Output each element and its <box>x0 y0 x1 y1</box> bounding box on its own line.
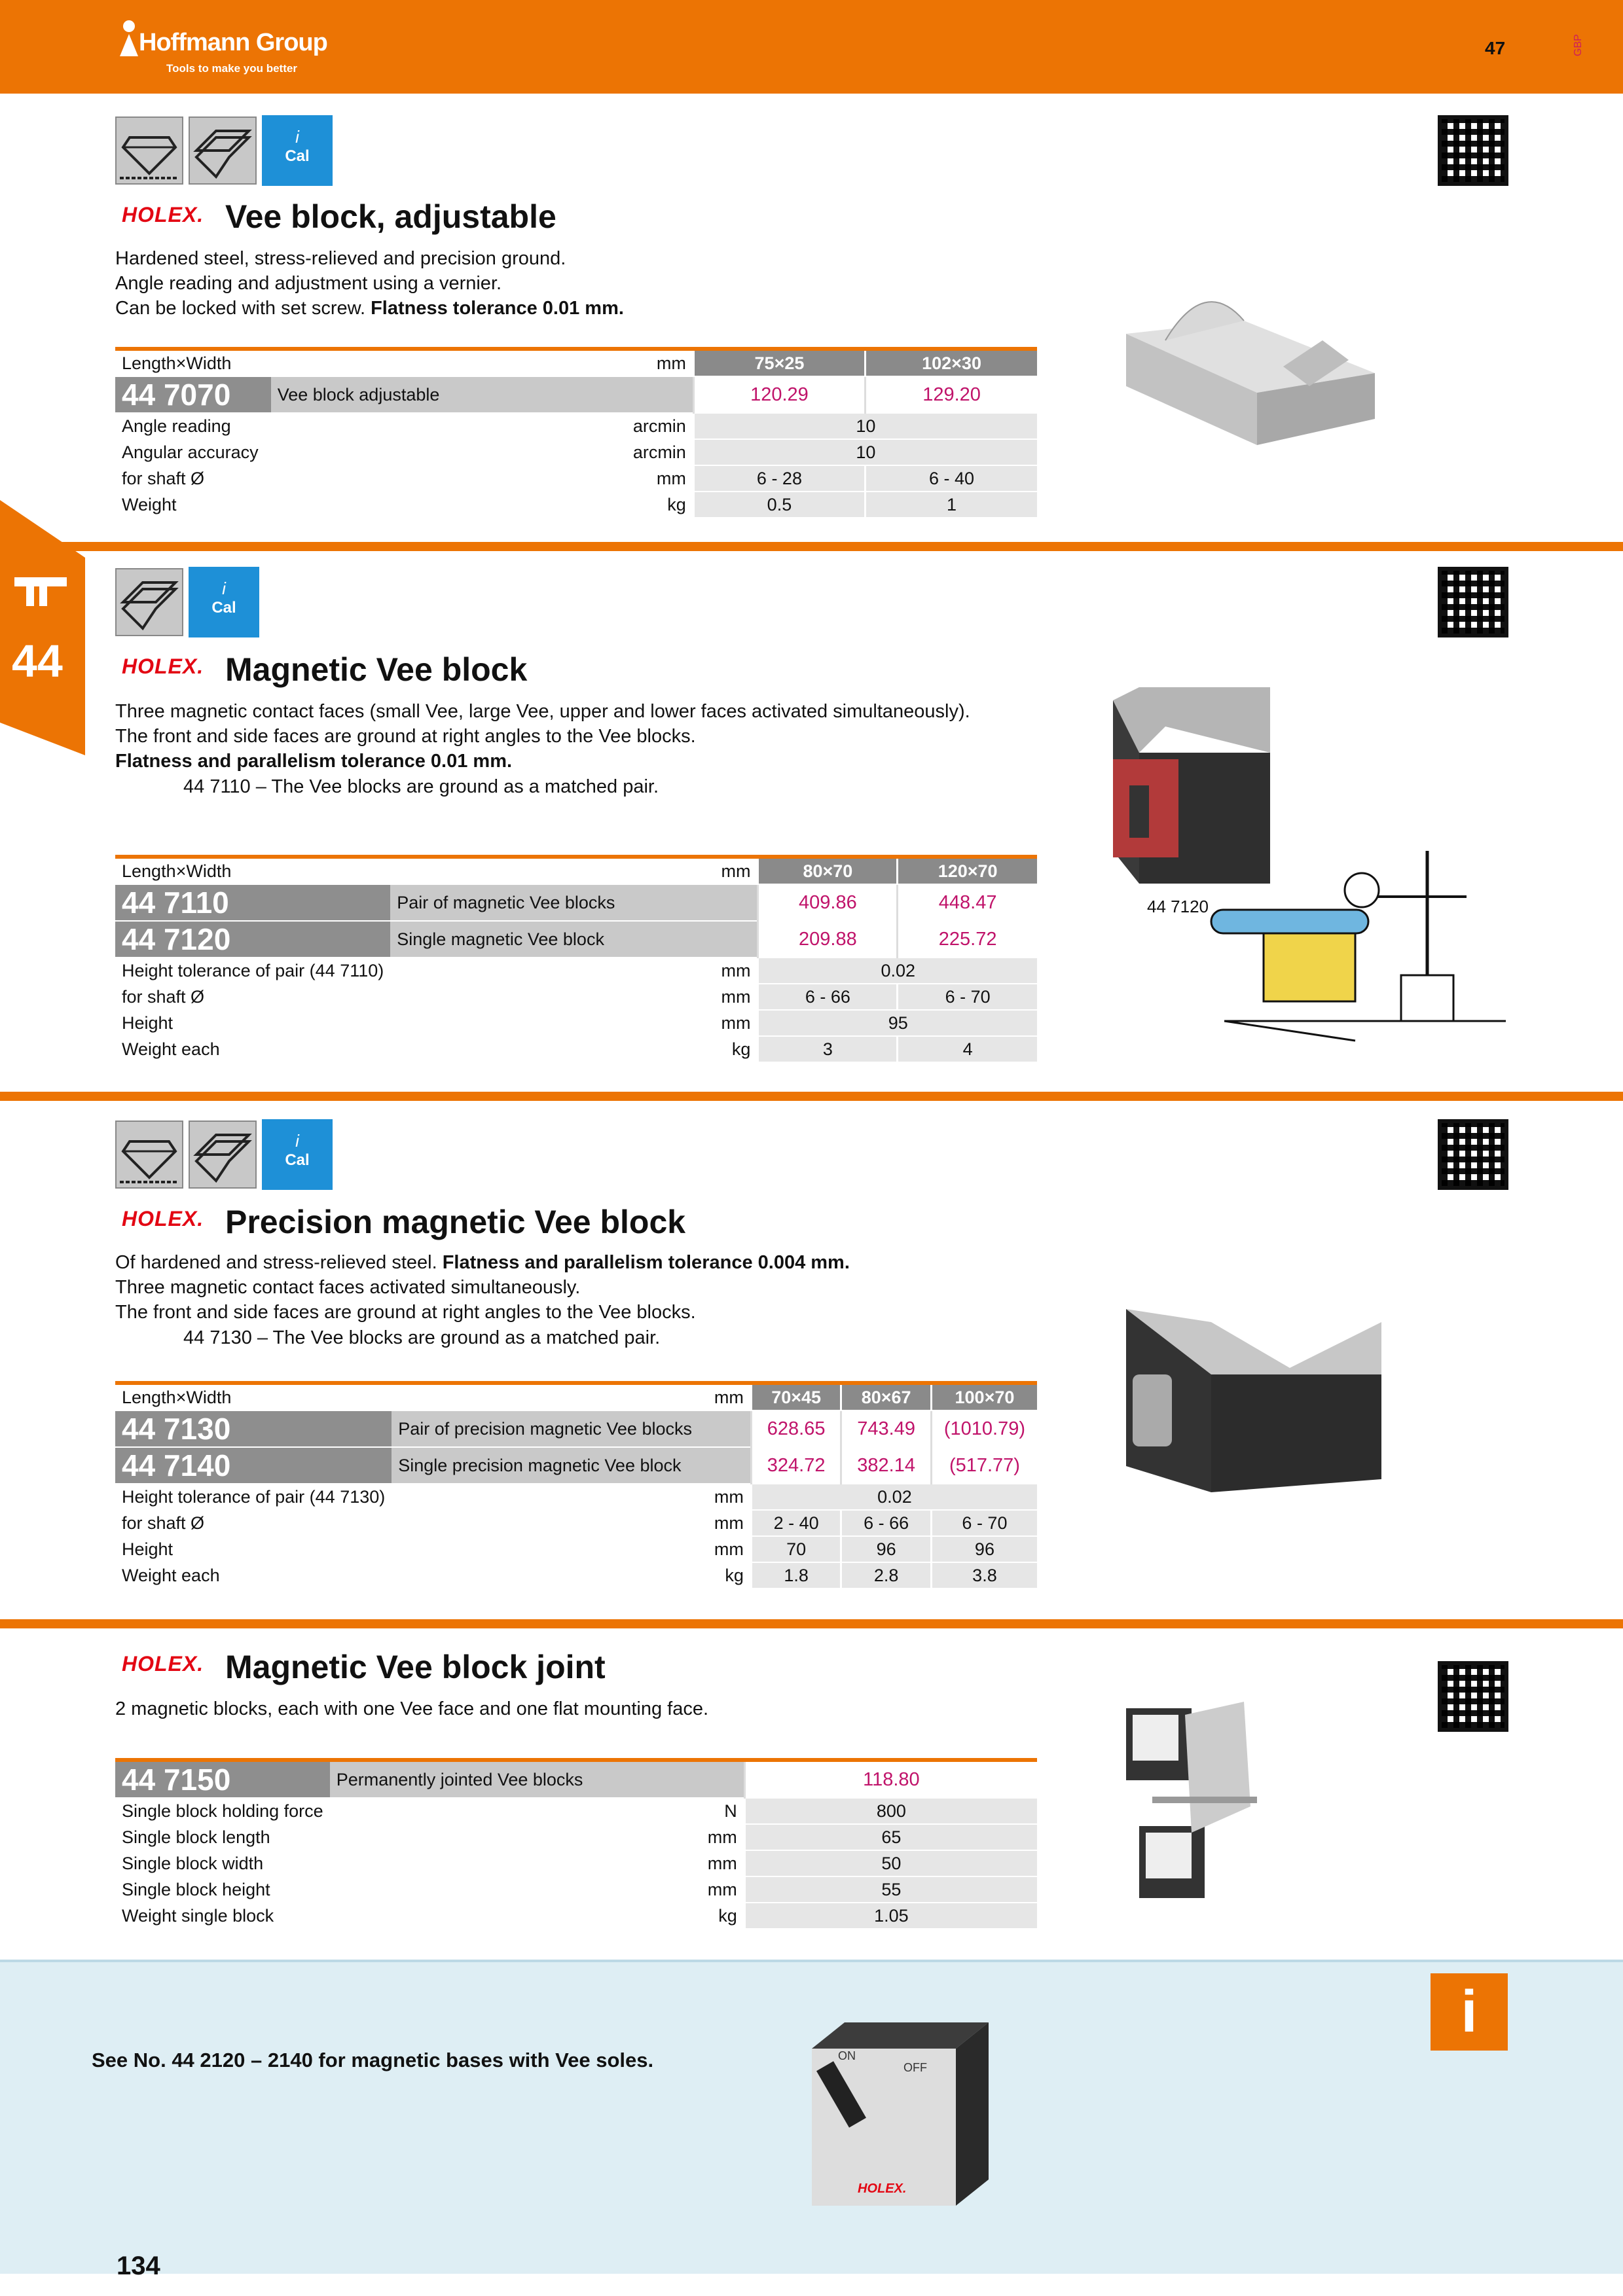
article-number[interactable]: 44 7070 <box>115 376 271 413</box>
info-icon: i <box>1431 1973 1508 2051</box>
price: 225.72 <box>898 921 1037 958</box>
article-number[interactable]: 44 7150 <box>115 1760 330 1798</box>
product-note: 44 7110 – The Vee blocks are ground as a matched pair. <box>183 776 659 797</box>
chapter-side-tab <box>0 500 85 755</box>
product-description: 2 magnetic blocks, each with one Vee face and one flat mounting face. <box>115 1698 709 1719</box>
spec-table: Length×Width mm 80×70 120×70 44 7110 Pair of magnetic Vee blocks 409.86 448.47 44 7120 Single magnetic Vee block 209.88 225.72 Height tolerance of pair (44 7110) mm 0.02 for shaft Ø mm 6 - 66 6 - 70 Height mm 95 Weight each kg 3 4 <box>115 855 1037 1063</box>
qr-code-icon[interactable] <box>1438 567 1508 637</box>
price: 118.80 <box>744 1760 1037 1798</box>
article-row: 44 7110 Pair of magnetic Vee blocks 409.86 448.47 <box>115 884 1037 921</box>
price: 120.29 <box>693 376 865 413</box>
product-note: 44 7130 – The Vee blocks are ground as a matched pair. <box>183 1327 661 1348</box>
cross-reference-note: See No. 44 2120 – 2140 for magnetic bases with Vee soles. <box>92 2049 654 2072</box>
price: 209.88 <box>758 921 898 958</box>
holex-logo: HOLEX. <box>122 1207 204 1230</box>
price: 409.86 <box>758 884 898 921</box>
section-divider <box>0 542 1623 551</box>
price: (1010.79) <box>931 1410 1037 1447</box>
holex-logo: HOLEX. <box>122 655 204 678</box>
magnetic-vee-block-joint-image <box>1113 1689 1270 1924</box>
article-number[interactable]: 44 7110 <box>115 884 390 921</box>
price: 129.20 <box>866 376 1037 413</box>
price: 324.72 <box>751 1447 841 1484</box>
spec-table: 44 7150 Permanently jointed Vee blocks 118.80 Single block holding force N 800 Single block length mm 65 Single block width mm 50 Single block height mm 55 Weight single block kg 1.05 <box>115 1758 1037 1929</box>
image-caption: 44 7120 <box>1147 897 1209 916</box>
measurement-setup-image <box>1205 844 1506 1047</box>
holex-logo: HOLEX. <box>122 1652 204 1676</box>
article-row: 44 7120 Single magnetic Vee block 209.88 225.72 <box>115 921 1037 958</box>
switch-off-label: OFF <box>903 2061 927 2074</box>
magnetic-base-image <box>805 2022 995 2212</box>
calibration-icon: i Cal <box>189 567 259 637</box>
price: 743.49 <box>841 1410 932 1447</box>
article-row: 44 7150 Permanently jointed Vee blocks 118.80 <box>115 1760 1037 1798</box>
calibration-icon: i Cal <box>262 115 333 186</box>
article-number[interactable]: 44 7120 <box>115 921 390 958</box>
qr-code-icon[interactable] <box>1438 1119 1508 1190</box>
qr-code-icon[interactable] <box>1438 115 1508 186</box>
article-row: 44 7140 Single precision magnetic Vee block 324.72 382.14 (517.77) <box>115 1447 1037 1484</box>
product-description: Of hardened and stress-relieved steel. Flatness and parallelism tolerance 0.004 mm. Three magnetic contact faces activated simultaneously. The front and side faces are ground at right angles to the Vee blocks. <box>115 1252 850 1323</box>
article-number[interactable]: 44 7140 <box>115 1447 392 1484</box>
spec-table: Length×Width mm 75×25 102×30 44 7070 Vee block adjustable 120.29 129.20 Angle reading arcmin 10 Angular accuracy arcmin 10 for shaft Ø mm 6 - 28 6 - 40 Weight kg 0.5 1 <box>115 347 1037 518</box>
diamond-hardened-icon <box>115 117 183 185</box>
ground-surface-icon <box>189 1121 257 1189</box>
product-title: Magnetic Vee block joint <box>225 1649 606 1685</box>
switch-on-label: ON <box>838 2049 856 2062</box>
product-title: Magnetic Vee block <box>225 651 528 688</box>
holex-logo: HOLEX. <box>122 203 204 226</box>
product-description: Three magnetic contact faces (small Vee, large Vee, upper and lower faces activated simultaneously). The front and side faces are ground at right angles to the Vee blocks. Flatness and parallelism tolerance 0.01 mm. <box>115 701 970 772</box>
ground-surface-icon <box>189 117 257 185</box>
ground-surface-icon <box>115 568 183 636</box>
adjustable-vee-block-image <box>1113 262 1375 452</box>
price: 628.65 <box>751 1410 841 1447</box>
section-divider <box>0 1619 1623 1628</box>
chapter-number: 44 <box>12 636 63 687</box>
region-label: GBP <box>1573 34 1584 56</box>
brand-tagline: Tools to make you better <box>166 62 297 75</box>
brand-name: Hoffmann Group <box>139 29 327 56</box>
section-divider <box>0 1092 1623 1101</box>
diamond-hardened-icon <box>115 1121 183 1189</box>
article-row: 44 7070 Vee block adjustable 120.29 129.20 <box>115 376 1037 413</box>
calibration-icon: i Cal <box>262 1119 333 1190</box>
hoffmann-logo-icon <box>115 18 142 59</box>
product-title: Precision magnetic Vee block <box>225 1204 686 1240</box>
price: (517.77) <box>931 1447 1037 1484</box>
article-number[interactable]: 44 7130 <box>115 1410 392 1447</box>
product-description: Hardened steel, stress-relieved and precision ground. Angle reading and adjustment using a vernier. Can be locked with set screw. Flatness tolerance 0.01 mm. <box>115 248 624 319</box>
info-band-border <box>0 1960 1623 1962</box>
price: 448.47 <box>898 884 1037 921</box>
article-row: 44 7130 Pair of precision magnetic Vee blocks 628.65 743.49 (1010.79) <box>115 1410 1037 1447</box>
spec-table: Length×Width mm 70×45 80×67 100×70 44 7130 Pair of precision magnetic Vee blocks 628.65 743.49 (1010.79) 44 7140 Single precision magnetic Vee block 324.72 382.14 (517.77) Height tolerance of pair (44 7130) mm 0.02 for shaft Ø mm 2 - 40 6 - 66 6 - 70 Height mm 70 96 96 Weight each kg 1.8 2.8 3.8 <box>115 1381 1037 1589</box>
qr-code-icon[interactable] <box>1438 1661 1508 1732</box>
product-title: Vee block, adjustable <box>225 198 556 235</box>
price: 382.14 <box>841 1447 932 1484</box>
precision-magnetic-vee-block-image <box>1120 1296 1381 1492</box>
holex-logo: HOLEX. <box>858 2181 907 2196</box>
page-number: 134 <box>117 2251 160 2280</box>
header-page-number: 47 <box>1485 38 1506 58</box>
